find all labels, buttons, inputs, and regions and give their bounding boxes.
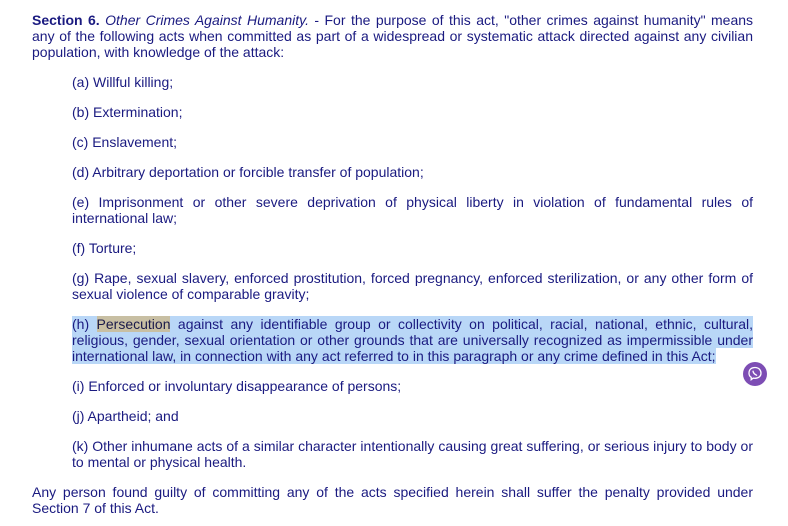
viber-share-button[interactable] [743,362,767,386]
list-item-h-selected[interactable] [72,316,753,364]
list-item: (g) Rape, sexual slavery, enforced prostitution, forced pregnancy, enforced sterilization, or any other form of sexual violence of comparable gravity; [72,270,753,302]
section-number: Section 6. [32,12,100,28]
list-item: (e) Imprisonment or other severe deprivation of physical liberty in violation of fundamental rules of international law; [72,194,753,226]
list-item: (a) Willful killing; [72,74,174,90]
highlighted-word: Persecution [96,316,171,332]
acts-list [32,74,753,470]
list-item: (b) Extermination; [72,104,183,120]
list-item: (c) Enslavement; [72,134,178,150]
list-item: (f) Torture; [72,240,137,256]
list-item: (j) Apartheid; and [72,408,179,424]
document-body [32,12,753,516]
list-item: (k) Other inhumane acts of a similar character intentionally causing great suffering, or serious injury to body or to mental or physical health. [72,438,753,470]
item-h-prefix: (h) [72,316,97,332]
list-item: (d) Arbitrary deportation or forcible transfer of population; [72,164,424,180]
list-item: (i) Enforced or involuntary disappearance of persons; [72,378,402,394]
section-intro [32,12,753,60]
viber-icon [747,366,763,382]
penalty-paragraph: Any person found guilty of committing any of the acts specified herein shall suffer the penalty provided under Section 7 of this Act. [32,484,753,516]
section-intro-text: - For the purpose of this act, "other crimes against humanity" means any of the following acts when committed as part of a widespread or systematic attack directed against any civilian population, with knowledge of the attack: [32,12,754,60]
section-title: Other Crimes Against Humanity. [105,12,309,28]
item-h-text: against any identifiable group or collectivity on political, racial, national, ethnic, cultural, religious, gender, sexual orientation or other grounds that are universally recognized as impermissible under international law, in connection with any act referred to in this paragraph or any crime defined in this Act; [72,316,754,364]
